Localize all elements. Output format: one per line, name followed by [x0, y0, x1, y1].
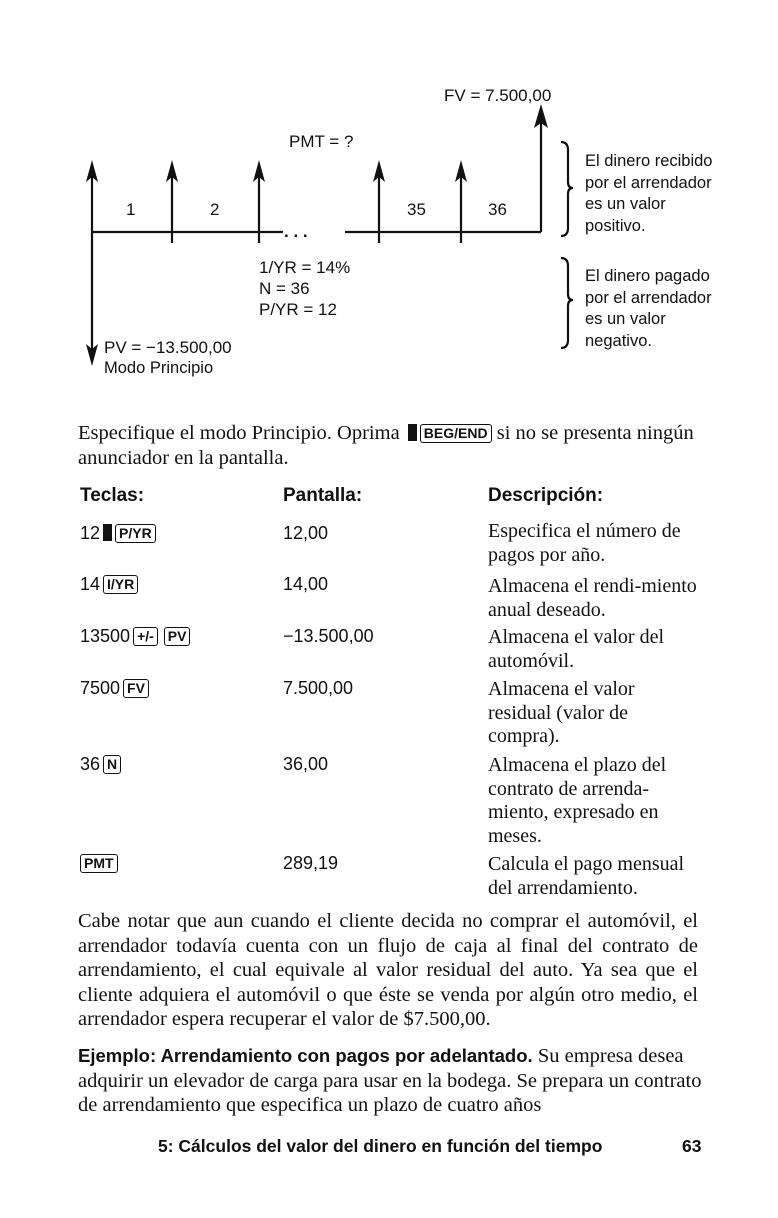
key-pmt: PMT — [80, 854, 118, 873]
shift-key-icon — [408, 424, 417, 441]
intro-paragraph: Especifique el modo Principio. Oprima BEG/END si no se presenta ningún anunciador en la pantalla. — [78, 422, 694, 469]
body-paragraph: Cabe notar que aun cuando el cliente decida no comprar el automóvil, el arrendador todavía cuenta con un flujo de caja al final del contrato de arrendamiento, el cual equivale al valor residual del auto. Ya sea que el cliente adquiera el automóvil o que éste se venda por algún otro medio, el arrendador espera recuperar el valor de $7.500,00. — [78, 910, 698, 1030]
row-display-2: 14,00 — [283, 574, 329, 594]
page-number: 63 — [682, 1136, 702, 1156]
mode-label: Modo Principio — [104, 359, 214, 377]
row-keys-5: 36 N — [80, 754, 121, 775]
header-description: Descripción: — [488, 485, 604, 506]
param-rate: 1/YR = 14% — [259, 258, 351, 277]
key-pyr: P/YR — [115, 524, 156, 543]
row-keys-1: 12 P/YR — [80, 523, 156, 544]
row-keys-4: 7500 FV — [80, 678, 149, 699]
param-pyr: P/YR = 12 — [259, 300, 337, 319]
row-description-1: Especifica el número de pagos por año. — [488, 520, 681, 566]
row-display-6: 289,19 — [283, 853, 339, 873]
footer-chapter: 5: Cálculos del valor del dinero en función del tiempo — [158, 1136, 603, 1156]
key-beg-end: BEG/END — [420, 424, 492, 443]
period-label-2: 2 — [210, 200, 220, 219]
shift-key-icon — [103, 524, 112, 541]
note-paid: El dinero pagado por el arrendador es un valor negativo. — [585, 267, 712, 350]
key-fv: FV — [123, 679, 149, 698]
note-received: El dinero recibido por el arrendador es un valor positivo. — [585, 152, 713, 235]
header-display: Pantalla: — [283, 485, 363, 506]
header-keys: Teclas: — [80, 485, 145, 506]
row-description-4: Almacena el valor residual (valor de compra). — [488, 678, 635, 747]
row-display-4: 7.500,00 — [283, 678, 354, 698]
period-label-35: 35 — [407, 200, 426, 219]
period-label-36: 36 — [488, 200, 507, 219]
row-keys-3: 13500 +/- PV — [80, 626, 190, 647]
row-display-3: −13.500,00 — [283, 626, 374, 646]
key-change-sign: +/- — [133, 627, 158, 646]
key-n: N — [103, 755, 121, 774]
pmt-label: PMT = ? — [289, 132, 354, 151]
key-iyr: I/YR — [103, 575, 138, 594]
row-description-5: Almacena el plazo del contrato de arrenda-miento, expresado en meses. — [488, 754, 667, 847]
row-keys-2: 14 I/YR — [80, 574, 138, 595]
row-description-6: Calcula el pago mensual del arrendamiento. — [488, 853, 685, 899]
example-title: Ejemplo: Arrendamiento con pagos por adelantado. — [78, 1045, 533, 1066]
row-keys-6 — [80, 853, 118, 874]
period-label-1: 1 — [126, 200, 136, 219]
row-description-3: Almacena el valor del automóvil. — [488, 626, 665, 672]
ellipsis: . . . — [284, 222, 308, 241]
pv-label: PV = −13.500,00 — [104, 338, 232, 357]
example-paragraph: Ejemplo: Arrendamiento con pagos por adelantado. Su empresa desea adquirir un elevador de carga para usar en la bodega. Se prepara un contrato de arrendamiento que especifica un plazo de cuatro años — [78, 1045, 702, 1116]
key-pv: PV — [164, 627, 191, 646]
row-description-2: Almacena el rendi-miento anual deseado. — [488, 575, 697, 621]
row-display-5: 36,00 — [283, 754, 329, 774]
param-n: N = 36 — [259, 279, 310, 298]
row-display-1: 12,00 — [283, 523, 329, 543]
fv-label: FV = 7.500,00 — [444, 86, 552, 105]
